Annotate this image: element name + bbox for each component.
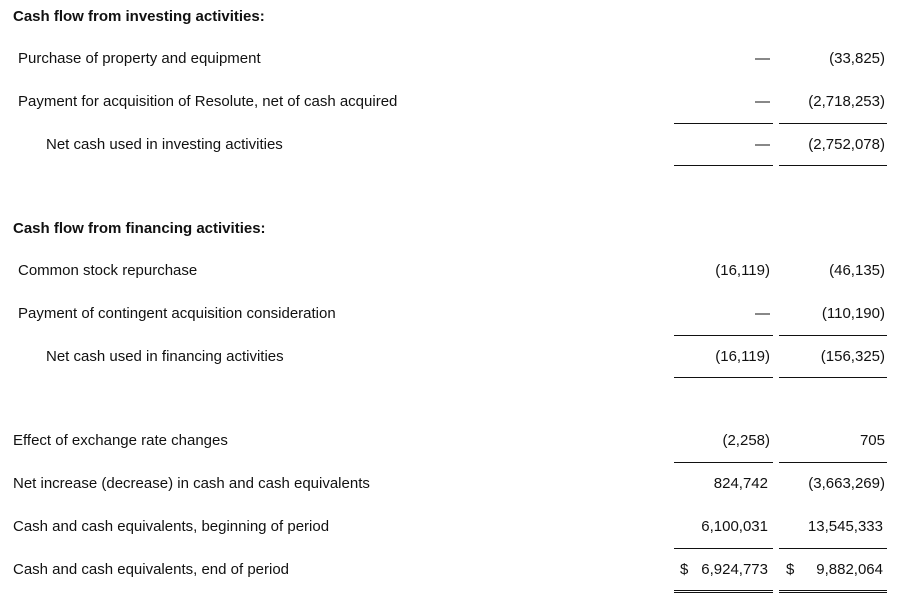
total-rule	[779, 165, 887, 166]
row-value-col1: —	[755, 305, 770, 322]
row-label: Payment of contingent acquisition consideration	[18, 305, 336, 322]
net-change-label: Net increase (decrease) in cash and cash equivalents	[13, 475, 370, 492]
fx-row	[0, 429, 900, 453]
net-investing-col1: —	[755, 136, 770, 153]
row-value-col2: (46,135)	[829, 262, 885, 279]
net-financing-col2: (156,325)	[820, 348, 885, 365]
table-row	[0, 302, 900, 326]
beginning-label: Cash and cash equivalents, beginning of period	[13, 518, 330, 535]
net-investing-col2: (2,752,078)	[808, 136, 885, 153]
subtotal-rule	[674, 548, 773, 549]
table-row	[0, 90, 900, 114]
table-row	[0, 47, 900, 71]
financing-heading-row	[0, 217, 900, 241]
subtotal-rule	[674, 123, 773, 124]
row-value-col1: —	[755, 93, 770, 110]
total-rule	[779, 377, 887, 378]
net-change-col1: 824,742	[713, 475, 768, 492]
grand-total-double-rule	[779, 590, 887, 593]
subtotal-rule	[674, 462, 773, 463]
net-financing-label: Net cash used in financing activities	[46, 348, 284, 365]
fx-label: Effect of exchange rate changes	[13, 432, 228, 449]
ending-col2: 9,882,064	[816, 561, 883, 578]
investing-heading-row	[0, 5, 900, 29]
financing-net-row	[0, 345, 900, 369]
total-rule	[674, 377, 773, 378]
currency-symbol: $	[786, 561, 795, 578]
total-rule	[674, 165, 773, 166]
subtotal-rule	[779, 462, 887, 463]
net-financing-col1: (16,119)	[715, 348, 770, 365]
row-label: Payment for acquisition of Resolute, net of cash acquired	[18, 93, 398, 110]
row-value-col1: (16,119)	[715, 262, 770, 279]
row-value-col2: (110,190)	[821, 305, 885, 322]
fx-col2: 705	[859, 432, 885, 449]
currency-symbol: $	[680, 561, 689, 578]
row-label: Purchase of property and equipment	[18, 50, 261, 67]
grand-total-double-rule	[674, 590, 773, 593]
row-label: Common stock repurchase	[18, 262, 198, 279]
fx-col1: (2,258)	[722, 432, 770, 449]
investing-heading: Cash flow from investing activities:	[13, 8, 265, 25]
net-change-row	[0, 472, 900, 496]
subtotal-rule	[779, 548, 887, 549]
beginning-col1: 6,100,031	[701, 518, 768, 535]
subtotal-rule	[779, 335, 887, 336]
ending-label: Cash and cash equivalents, end of period	[13, 561, 290, 578]
subtotal-rule	[674, 335, 773, 336]
ending-col1: 6,924,773	[701, 561, 768, 578]
table-row	[0, 259, 900, 283]
subtotal-rule	[779, 123, 887, 124]
row-value-col2: (2,718,253)	[808, 93, 885, 110]
financing-heading: Cash flow from financing activities:	[13, 220, 266, 237]
row-value-col1: —	[755, 50, 770, 67]
net-investing-label: Net cash used in investing activities	[46, 136, 283, 153]
investing-net-row	[0, 133, 900, 157]
row-value-col2: (33,825)	[829, 50, 885, 67]
net-change-col2: (3,663,269)	[808, 475, 885, 492]
beginning-row	[0, 515, 900, 539]
beginning-col2: 13,545,333	[807, 518, 883, 535]
ending-row	[0, 558, 900, 582]
